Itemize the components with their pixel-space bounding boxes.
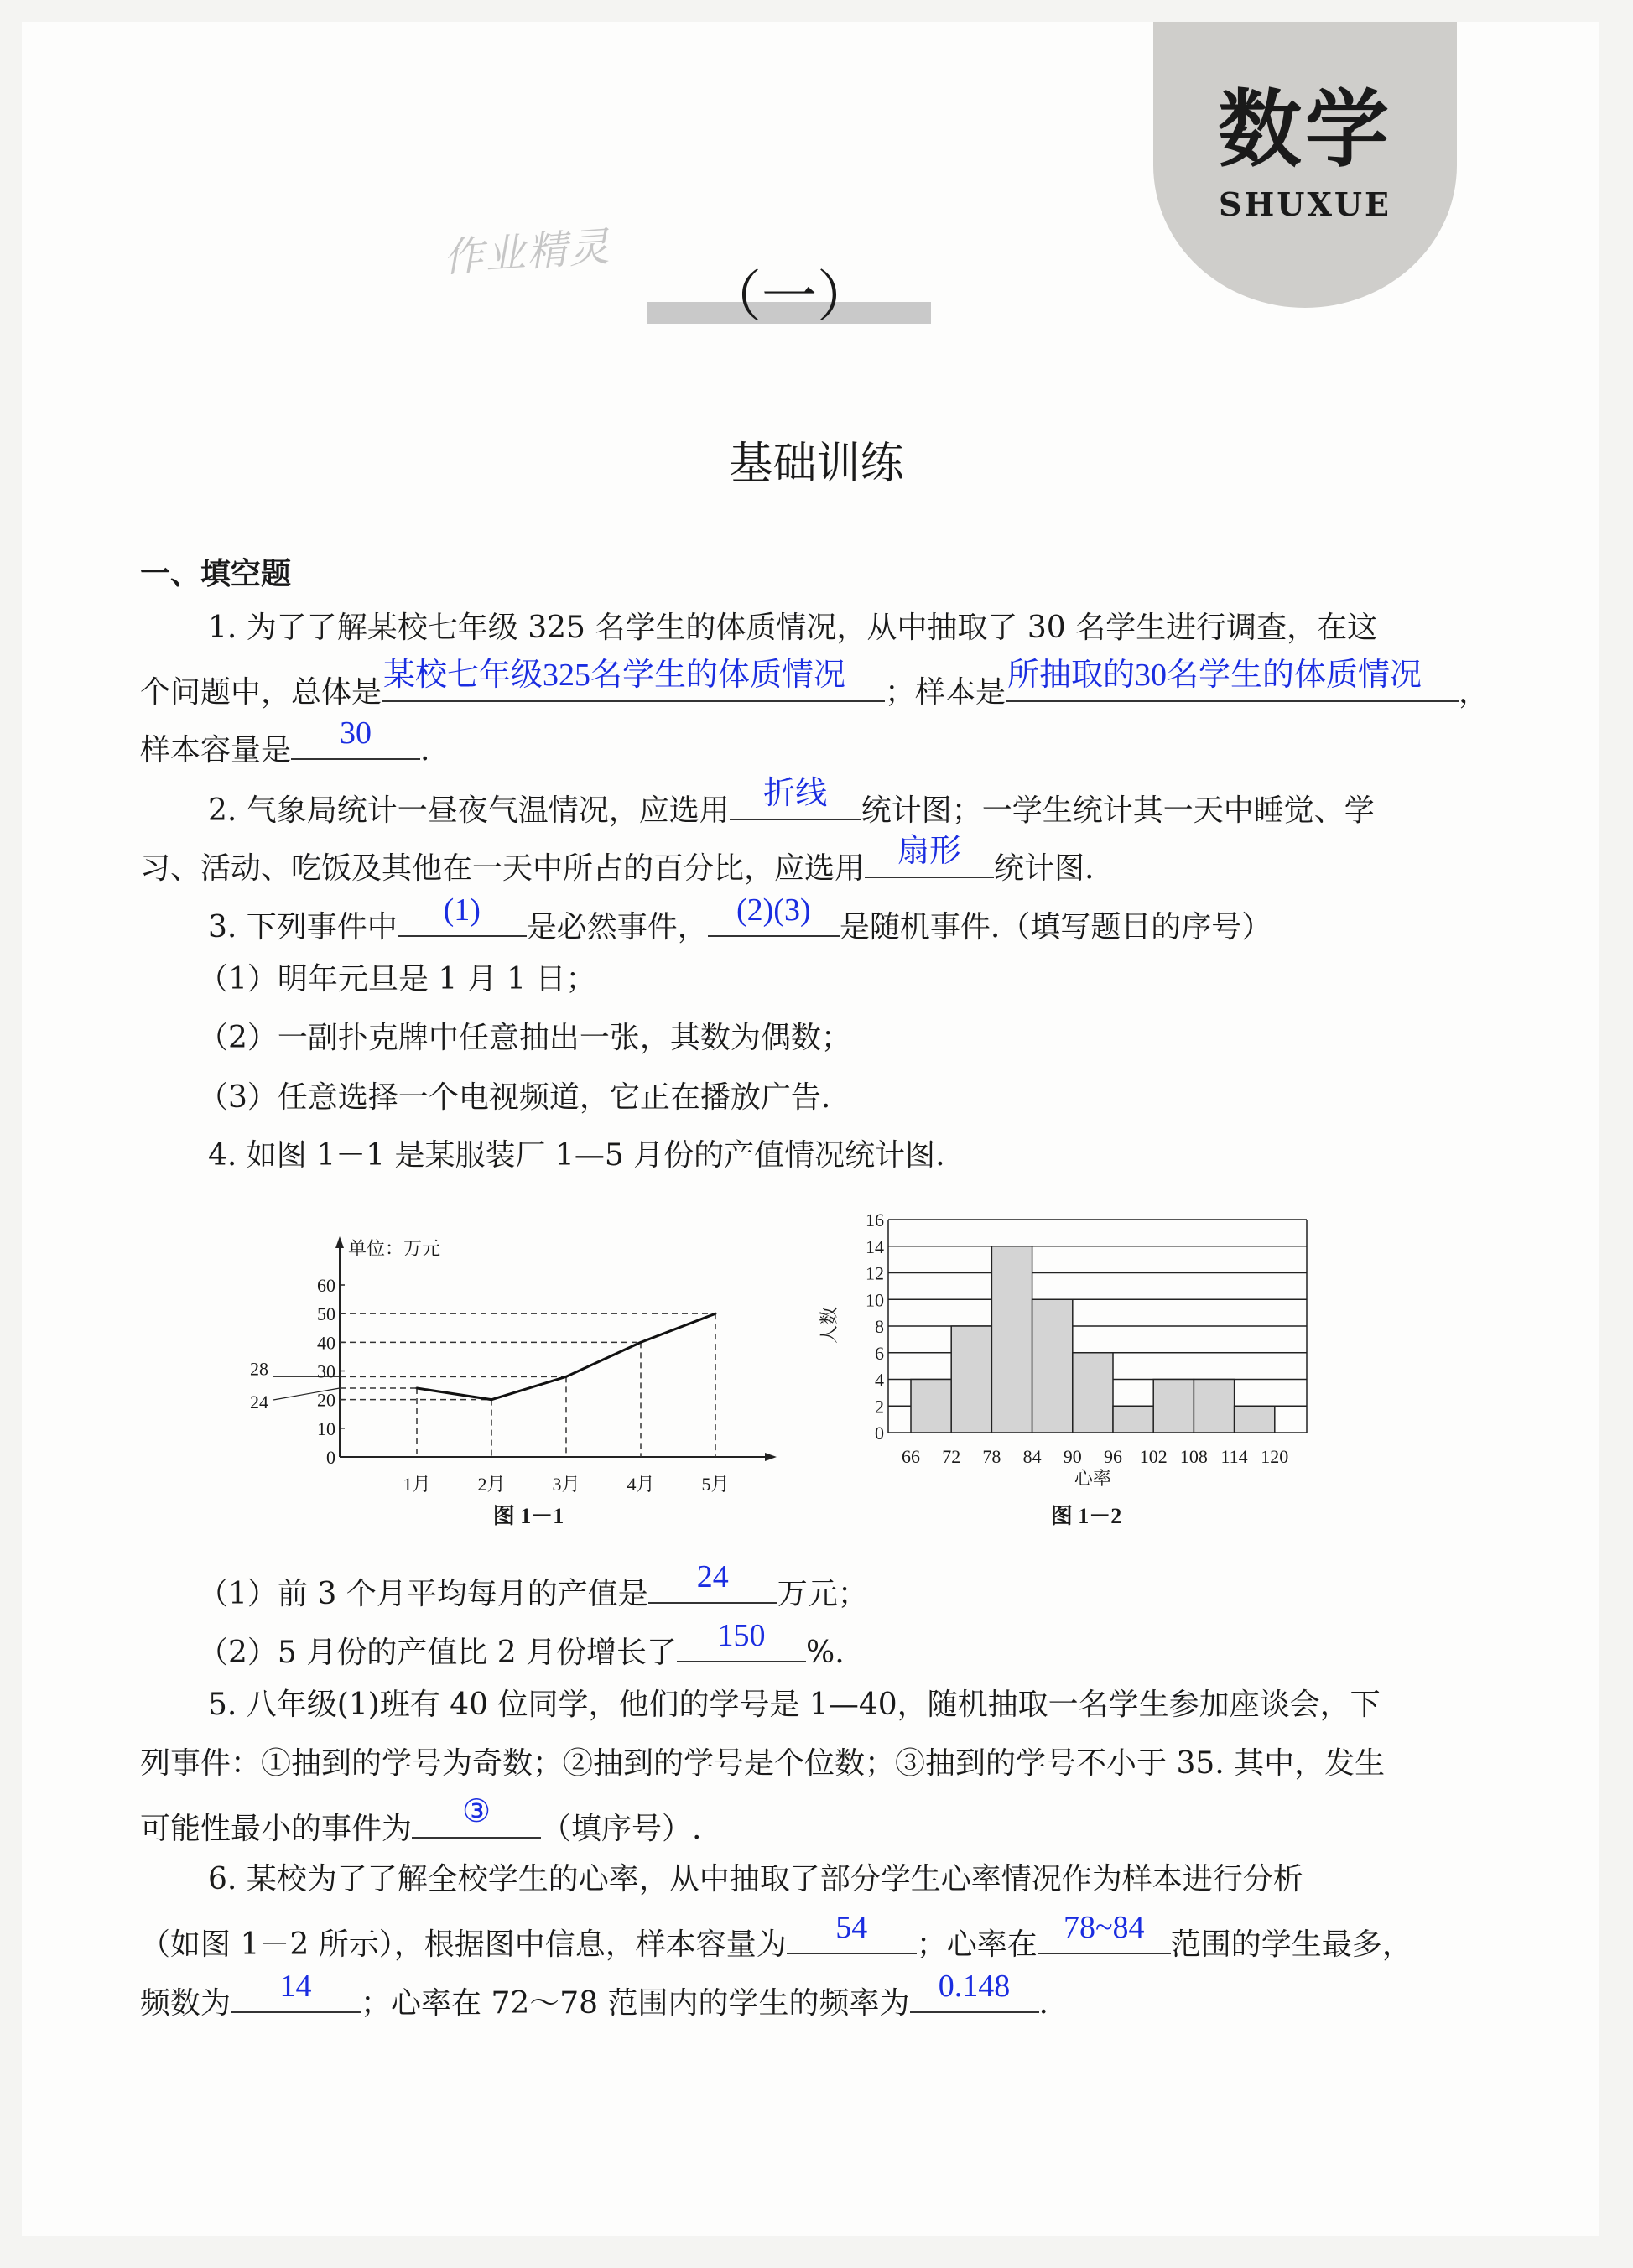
x-tick-label: 102 [1139, 1446, 1168, 1467]
q1-answer-size: 30 [340, 715, 372, 751]
q6-blank-range[interactable] [1038, 1910, 1171, 1954]
q6-line1: 6. 某校为了了解全校学生的心率，从中抽取了部分学生心率情况作为样本进行分析 [208, 1862, 1303, 1896]
q1-answer-sample: 所抽取的30名学生的体质情况 [1007, 658, 1422, 693]
q4-text: %. [806, 1636, 845, 1670]
badge-title: 数学 [1218, 80, 1392, 179]
x-tick-label: 2月 [477, 1474, 506, 1495]
histogram-bar [1194, 1380, 1234, 1433]
q2-line1 [208, 776, 1375, 828]
x-tick-label: 78 [982, 1446, 1001, 1467]
y-tick-label: 16 [866, 1209, 884, 1230]
q6-line3 [140, 1969, 1048, 2021]
x-axis-label: 心率 [1074, 1468, 1111, 1489]
q2-text: 习、活动、吃饭及其他在一天中所占的百分比，应选用 [140, 851, 866, 886]
x-tick-label: 5月 [701, 1474, 730, 1495]
chart-caption: 图 1－1 [492, 1504, 564, 1528]
q3-text: 是必然事件， [526, 910, 708, 944]
badge-pinyin: SHUXUE [1218, 185, 1392, 223]
y-tick-label: 50 [317, 1303, 335, 1325]
q3-item-2: （2）一副扑克牌中任意抽出一张，其数为偶数； [198, 1021, 851, 1055]
y-tick-label: 14 [866, 1235, 884, 1257]
q5-line1: 5. 八年级(1)班有 40 位同学，他们的学号是 1—40，随机抽取一名学生参加座谈会，下 [208, 1688, 1381, 1722]
histogram-bar [951, 1326, 991, 1433]
y-axis-arrow [335, 1236, 344, 1248]
series-line [417, 1313, 715, 1400]
x-tick-label: 84 [1022, 1446, 1042, 1467]
q6-text: ；心率在 [916, 1927, 1038, 1962]
histogram-bar [1113, 1406, 1153, 1433]
y-tick-label: 12 [866, 1262, 884, 1284]
section-title: 基础训练 [729, 439, 904, 489]
q1-text: . [420, 733, 430, 767]
q3-line1 [208, 892, 1272, 944]
q4-sub1 [198, 1559, 868, 1611]
q2-blank-1[interactable] [730, 776, 861, 820]
q3-answer-1: (1) [443, 892, 481, 928]
x-tick-label: 108 [1179, 1446, 1208, 1467]
q4-sub2 [198, 1618, 845, 1670]
q6-answer-rate: 0.148 [938, 1969, 1011, 2004]
q1-answer-population: 某校七年级325名学生的体质情况 [383, 658, 846, 693]
extra-label-28: 28 [250, 1358, 268, 1380]
q3-item-3: （3）任意选择一个电视频道，它正在播放广告. [198, 1080, 831, 1115]
extra-label-24: 24 [250, 1391, 268, 1412]
q6-blank-frequency[interactable] [231, 1969, 361, 2013]
q2-line2 [140, 834, 1095, 886]
histogram-bar [991, 1246, 1032, 1433]
x-tick-label: 66 [902, 1446, 920, 1467]
y-tick-label: 0 [875, 1423, 884, 1444]
y-tick-label: 0 [326, 1447, 335, 1468]
q4-blank-2[interactable] [677, 1618, 806, 1662]
x-tick-label: 3月 [552, 1474, 580, 1495]
chart-caption: 图 1－2 [1050, 1504, 1122, 1528]
q5-line2: 列事件：①抽到的学号为奇数；②抽到的学号是个位数；③抽到的学号不小于 35. 其中，发生 [140, 1746, 1386, 1781]
q5-blank[interactable] [412, 1794, 541, 1839]
q5-line3 [140, 1794, 702, 1846]
histogram-bar [911, 1380, 951, 1433]
y-tick-label: 40 [317, 1332, 335, 1354]
q1-blank-population[interactable] [382, 658, 885, 702]
q1-text: 个问题中，总体是 [140, 675, 382, 710]
q6-blank-size[interactable] [787, 1910, 917, 1954]
q3-answer-2: (2)(3) [736, 892, 811, 928]
part-heading: 一、填空题 [140, 556, 292, 591]
q2-answer-2: 扇形 [897, 834, 962, 869]
q6-line2 [140, 1910, 1412, 1962]
q1-text: ；样本是 [885, 675, 1006, 710]
q3-text: 是随机事件.（填写题目的序号） [839, 910, 1272, 944]
q2-text: 2. 气象局统计一昼夜气温情况，应选用 [208, 793, 730, 828]
q3-item-1: （1）明年元旦是 1 月 1 日； [198, 962, 596, 996]
q4-answer-2: 150 [717, 1618, 766, 1653]
q5-answer: ③ [461, 1794, 491, 1829]
q2-text: 统计图. [994, 851, 1095, 886]
y-axis-label: 人数 [819, 1306, 840, 1345]
q3-text: 3. 下列事件中 [208, 910, 398, 944]
y-tick-label: 10 [866, 1289, 884, 1311]
q4-text: （2）5 月份的产值比 2 月份增长了 [198, 1636, 678, 1670]
q6-text: 频数为 [140, 1986, 231, 2021]
y-tick-label: 20 [317, 1389, 335, 1411]
x-tick-label: 96 [1104, 1446, 1122, 1467]
q6-answer-range: 78~84 [1063, 1910, 1145, 1945]
q4-blank-1[interactable] [648, 1559, 777, 1604]
x-tick-label: 114 [1220, 1446, 1248, 1467]
q6-text: ；心率在 72～78 范围内的学生的频率为 [361, 1986, 910, 2021]
q3-blank-1[interactable] [398, 892, 527, 937]
q1-blank-sample[interactable] [1006, 658, 1459, 702]
q6-answer-size: 54 [835, 1910, 868, 1945]
histogram-bar [1235, 1406, 1275, 1433]
line-chart [235, 1208, 805, 1543]
x-tick-label: 1月 [403, 1474, 431, 1495]
unit-label: 单位：万元 [348, 1238, 441, 1259]
y-tick-label: 30 [317, 1360, 335, 1382]
histogram-bar [1032, 1299, 1073, 1433]
q4-text: 万元； [777, 1577, 868, 1611]
q2-blank-2[interactable] [865, 834, 994, 878]
q2-answer-1: 折线 [763, 776, 828, 811]
q6-blank-rate[interactable] [910, 1969, 1039, 2013]
q6-text: . [1038, 1986, 1048, 2021]
q4-line1: 4. 如图 1－1 是某服装厂 1—5 月份的产值情况统计图. [208, 1138, 945, 1173]
q1-blank-size[interactable] [291, 715, 420, 760]
histogram-chart [814, 1208, 1334, 1543]
y-tick-label: 60 [317, 1275, 335, 1296]
q1-line2 [140, 658, 1490, 710]
watermark: 作业精灵 [441, 223, 613, 282]
page [22, 22, 1599, 2236]
q3-blank-2[interactable] [708, 892, 840, 937]
y-tick-label: 2 [875, 1396, 884, 1418]
x-tick-label: 120 [1261, 1446, 1289, 1467]
q4-answer-1: 24 [696, 1559, 729, 1594]
q1-text: ， [1459, 675, 1490, 710]
y-tick-label: 10 [317, 1418, 335, 1439]
histogram-bar [1073, 1353, 1113, 1433]
q6-text: （如图 1－2 所示），根据图中信息，样本容量为 [140, 1927, 787, 1962]
q1-line1: 1. 为了了解某校七年级 325 名学生的体质情况，从中抽取了 30 名学生进行调查，在这 [208, 611, 1378, 645]
x-tick-label: 72 [942, 1446, 961, 1467]
q4-text: （1）前 3 个月平均每月的产值是 [198, 1577, 648, 1611]
x-tick-label: 4月 [627, 1474, 655, 1495]
subject-badge [1153, 22, 1457, 308]
y-tick-label: 8 [875, 1316, 884, 1337]
q5-text: 可能性最小的事件为 [140, 1812, 413, 1846]
chapter-title: （一） [706, 264, 872, 329]
x-axis-arrow [765, 1453, 777, 1461]
q6-answer-frequency: 14 [279, 1969, 312, 2004]
q1-text: 样本容量是 [140, 733, 292, 767]
q2-text: 统计图；一学生统计其一天中睡觉、学 [861, 793, 1375, 828]
x-tick-label: 90 [1063, 1446, 1082, 1467]
histogram-bar [1153, 1380, 1194, 1433]
y-tick-label: 6 [875, 1342, 884, 1364]
y-tick-label: 4 [875, 1369, 884, 1391]
q5-text: （填序号）. [541, 1812, 702, 1846]
q6-text: 范围的学生最多， [1170, 1927, 1412, 1962]
q1-line3 [140, 715, 430, 767]
